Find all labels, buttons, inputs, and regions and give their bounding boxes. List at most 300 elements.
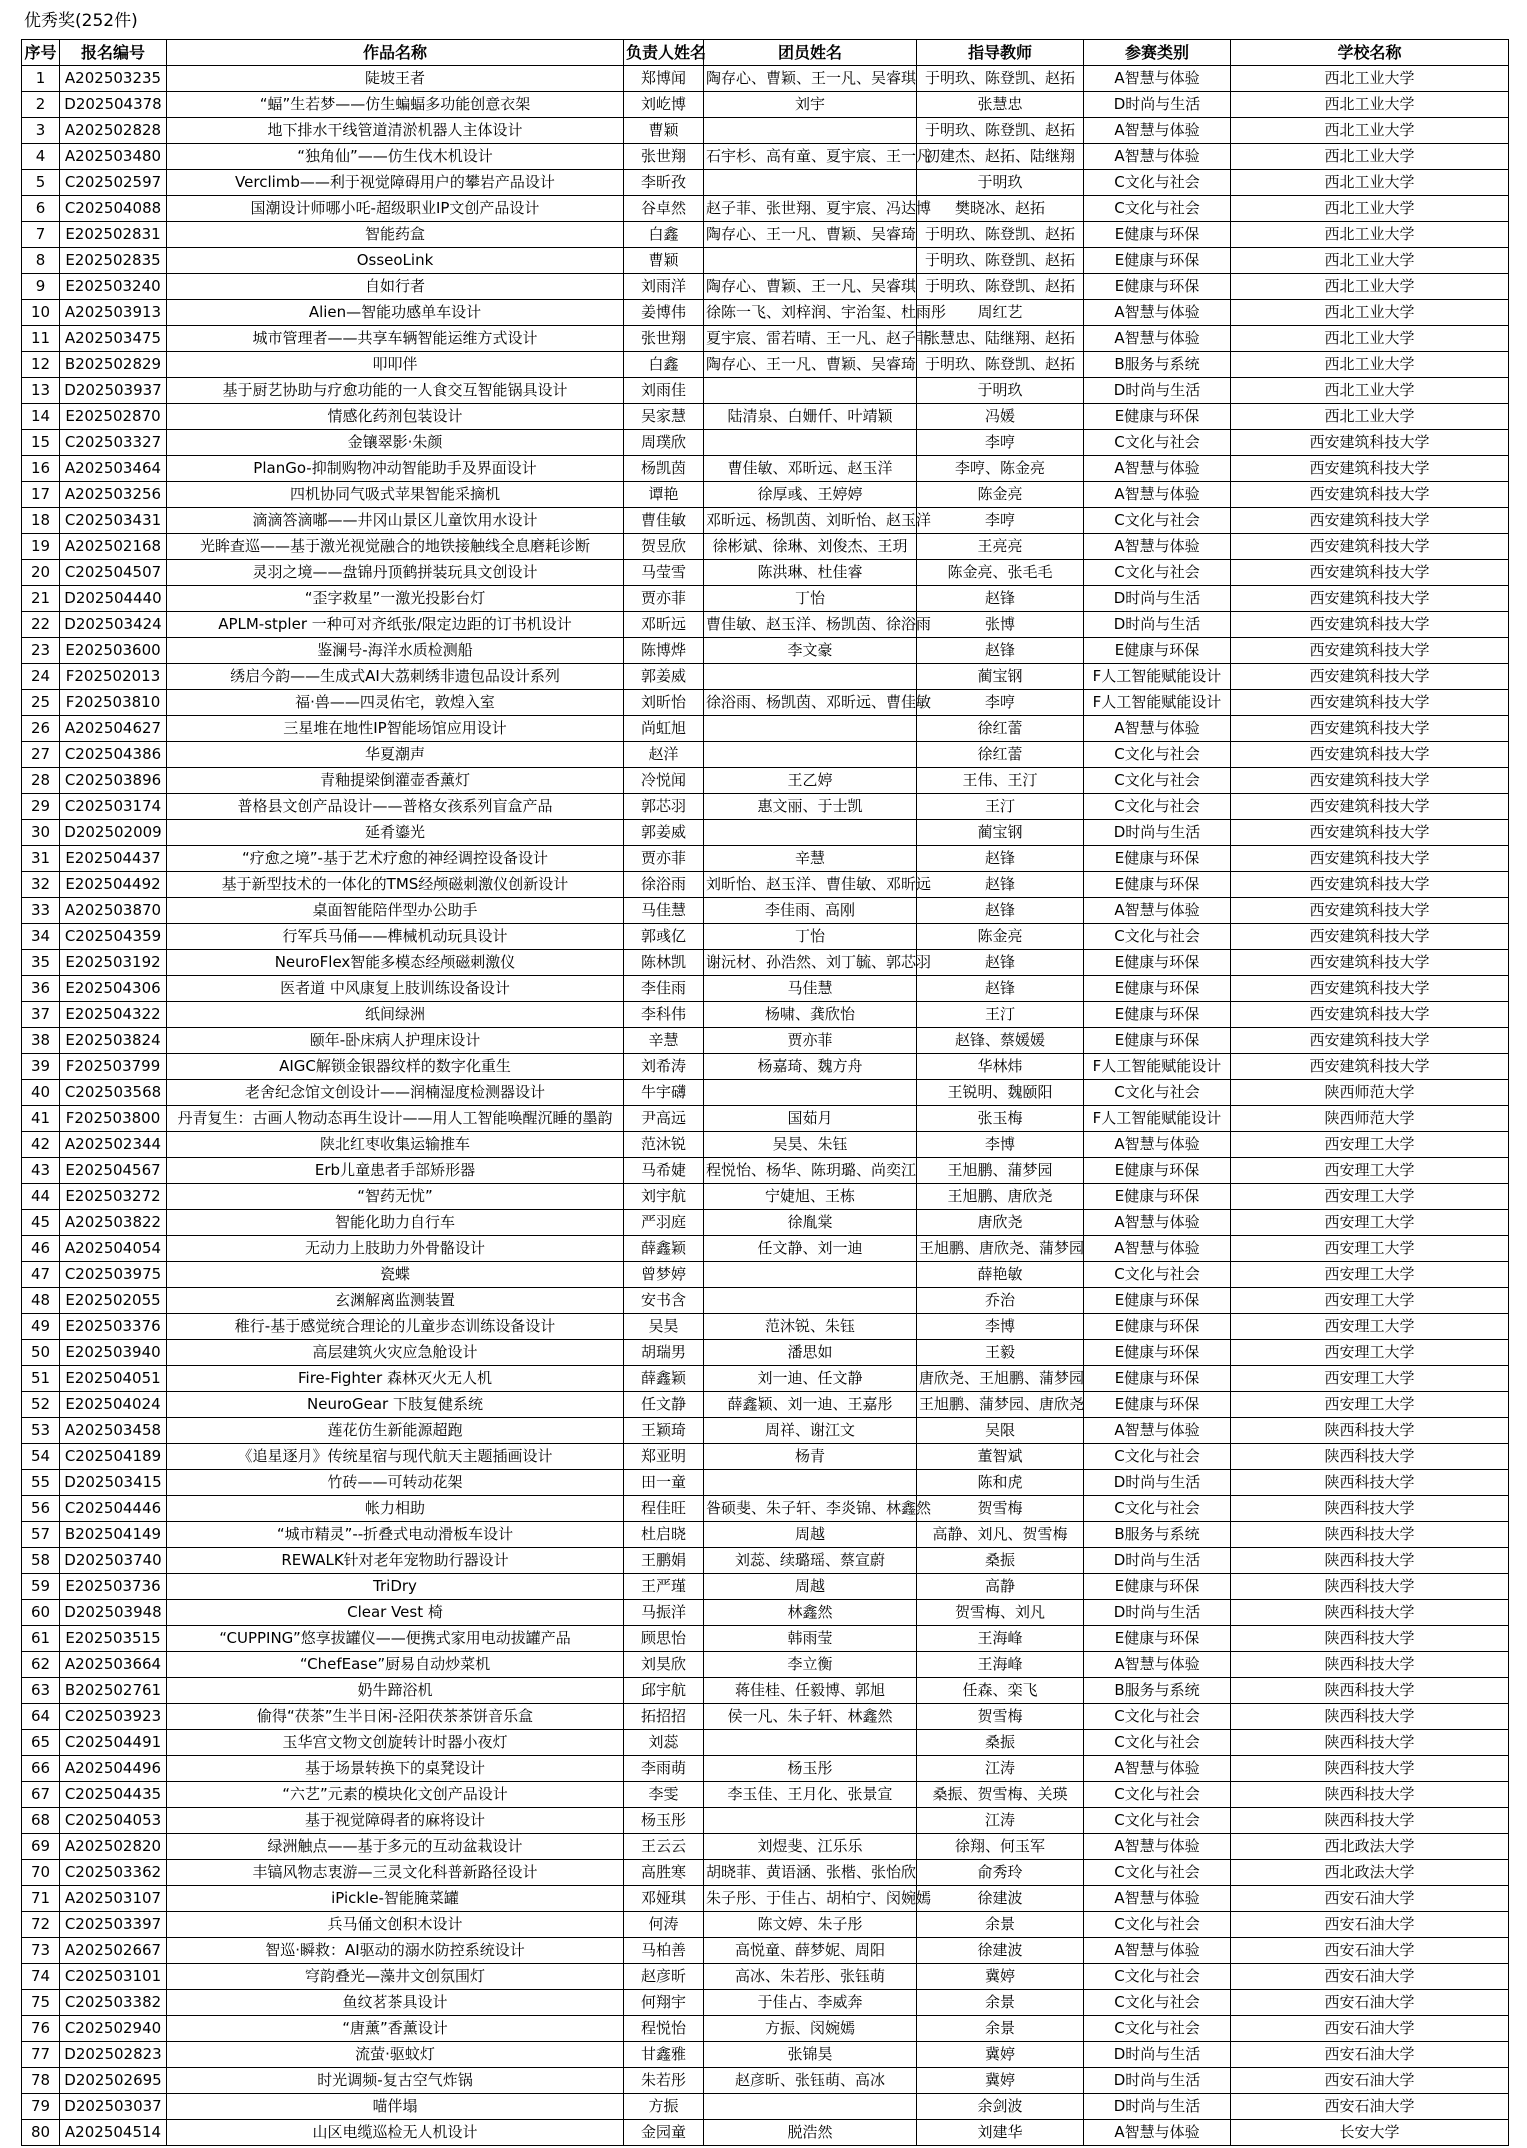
cell-members: 陶存心、王一凡、曹颖、吴睿琦 xyxy=(704,222,917,248)
cell-members: 周祥、谢江文 xyxy=(704,1418,917,1444)
cell-members: 宁婕旭、王栋 xyxy=(704,1184,917,1210)
cell-advisor: 江涛 xyxy=(917,1808,1084,1834)
cell-school: 陕西科技大学 xyxy=(1231,1444,1509,1470)
cell-members: 杨嘉琦、魏方舟 xyxy=(704,1054,917,1080)
cell-advisor: 余景 xyxy=(917,1990,1084,2016)
cell-members: 陶存心、曹颖、王一凡、吴睿琪 xyxy=(704,274,917,300)
cell-work-name: 无动力上肢助力外骨骼设计 xyxy=(167,1236,624,1262)
cell-work-name: “六艺”元素的模块化文创产品设计 xyxy=(167,1782,624,1808)
cell-category: B服务与系统 xyxy=(1084,1522,1231,1548)
cell-school: 西北工业大学 xyxy=(1231,378,1509,404)
table-row xyxy=(22,170,1509,196)
cell-advisor: 蔺宝钢 xyxy=(917,820,1084,846)
column-header-advisor: 指导教师 xyxy=(917,40,1084,66)
cell-leader: 田一童 xyxy=(624,1470,704,1496)
table-row xyxy=(22,1314,1509,1340)
cell-advisor: 于明玖、陈登凯、赵拓 xyxy=(917,248,1084,274)
cell-school: 西安建筑科技大学 xyxy=(1231,924,1509,950)
cell-leader: 郑亚明 xyxy=(624,1444,704,1470)
cell-school: 西安建筑科技大学 xyxy=(1231,1028,1509,1054)
cell-school: 西安建筑科技大学 xyxy=(1231,742,1509,768)
table-row xyxy=(22,1288,1509,1314)
cell-work-name: 山区电缆巡检无人机设计 xyxy=(167,2120,624,2146)
cell-advisor: 初建杰、赵拓、陆继翔 xyxy=(917,144,1084,170)
cell-reg-no: D202504440 xyxy=(60,586,167,612)
table-row xyxy=(22,742,1509,768)
cell-leader: 徐浴雨 xyxy=(624,872,704,898)
cell-work-name: 金镶翠影·朱颜 xyxy=(167,430,624,456)
table-row xyxy=(22,1652,1509,1678)
cell-leader: 冷悦闻 xyxy=(624,768,704,794)
cell-category: C文化与社会 xyxy=(1084,768,1231,794)
cell-category: A智慧与体验 xyxy=(1084,2120,1231,2146)
table-row xyxy=(22,1106,1509,1132)
table-row xyxy=(22,222,1509,248)
cell-work-name: 智能化助力自行车 xyxy=(167,1210,624,1236)
cell-reg-no: A202503664 xyxy=(60,1652,167,1678)
cell-advisor: 赵锋 xyxy=(917,638,1084,664)
cell-school: 陕西科技大学 xyxy=(1231,1782,1509,1808)
cell-advisor: 王旭鹏、蒲梦园、唐欣尧 xyxy=(917,1392,1084,1418)
cell-index: 71 xyxy=(22,1886,60,1912)
cell-category: E健康与环保 xyxy=(1084,846,1231,872)
cell-category: E健康与环保 xyxy=(1084,1392,1231,1418)
cell-members: 任文静、刘一迪 xyxy=(704,1236,917,1262)
cell-leader: 范沐锐 xyxy=(624,1132,704,1158)
cell-index: 77 xyxy=(22,2042,60,2068)
cell-category: C文化与社会 xyxy=(1084,508,1231,534)
cell-category: D时尚与生活 xyxy=(1084,2094,1231,2120)
award-table xyxy=(21,39,1509,2146)
cell-leader: 郑博闻 xyxy=(624,66,704,92)
cell-reg-no: D202502695 xyxy=(60,2068,167,2094)
cell-school: 西北工业大学 xyxy=(1231,404,1509,430)
cell-leader: 吴昊 xyxy=(624,1314,704,1340)
cell-school: 西安理工大学 xyxy=(1231,1262,1509,1288)
cell-work-name: 普格县文创产品设计——普格女孩系列盲盒产品 xyxy=(167,794,624,820)
table-row xyxy=(22,1028,1509,1054)
cell-reg-no: A202502344 xyxy=(60,1132,167,1158)
cell-school: 西北工业大学 xyxy=(1231,300,1509,326)
cell-members: 脱浩然 xyxy=(704,2120,917,2146)
cell-work-name: REWALK针对老年宠物助行器设计 xyxy=(167,1548,624,1574)
cell-members: 惠文丽、于士凯 xyxy=(704,794,917,820)
cell-category: C文化与社会 xyxy=(1084,1262,1231,1288)
cell-work-name: 绿洲触点——基于多元的互动盆栽设计 xyxy=(167,1834,624,1860)
table-row xyxy=(22,976,1509,1002)
cell-advisor: 华林炜 xyxy=(917,1054,1084,1080)
table-row xyxy=(22,768,1509,794)
cell-school: 西北工业大学 xyxy=(1231,248,1509,274)
cell-members: 薛鑫颖、刘一迪、王嘉彤 xyxy=(704,1392,917,1418)
cell-members: 杨青 xyxy=(704,1444,917,1470)
cell-members: 胡晓菲、黄语涵、张楷、张怡欣 xyxy=(704,1860,917,1886)
table-row xyxy=(22,144,1509,170)
cell-leader: 陈林凯 xyxy=(624,950,704,976)
cell-members: 李佳雨、高刚 xyxy=(704,898,917,924)
cell-advisor: 张慧忠、陆继翔、赵拓 xyxy=(917,326,1084,352)
cell-leader: 曹颖 xyxy=(624,248,704,274)
cell-reg-no: C202504491 xyxy=(60,1730,167,1756)
cell-category: A智慧与体验 xyxy=(1084,716,1231,742)
cell-advisor: 薛艳敏 xyxy=(917,1262,1084,1288)
cell-index: 26 xyxy=(22,716,60,742)
cell-leader: 陈博烨 xyxy=(624,638,704,664)
cell-leader: 程悦怡 xyxy=(624,2016,704,2042)
cell-advisor: 李博 xyxy=(917,1132,1084,1158)
table-row xyxy=(22,1834,1509,1860)
cell-work-name: 基于视觉障碍者的麻将设计 xyxy=(167,1808,624,1834)
cell-members xyxy=(704,1808,917,1834)
cell-index: 58 xyxy=(22,1548,60,1574)
cell-index: 34 xyxy=(22,924,60,950)
cell-category: A智慧与体验 xyxy=(1084,1132,1231,1158)
column-header-work-name: 作品名称 xyxy=(167,40,624,66)
cell-leader: 郭姜威 xyxy=(624,664,704,690)
cell-advisor: 李哼、陈金亮 xyxy=(917,456,1084,482)
cell-index: 44 xyxy=(22,1184,60,1210)
table-row xyxy=(22,1860,1509,1886)
cell-advisor: 俞秀玲 xyxy=(917,1860,1084,1886)
cell-members: 高冰、朱若彤、张钰萌 xyxy=(704,1964,917,1990)
cell-leader: 李科伟 xyxy=(624,1002,704,1028)
cell-school: 西安理工大学 xyxy=(1231,1132,1509,1158)
cell-members: 侯一凡、朱子轩、林鑫然 xyxy=(704,1704,917,1730)
cell-reg-no: F202503800 xyxy=(60,1106,167,1132)
cell-leader: 程佳旺 xyxy=(624,1496,704,1522)
cell-members: 曹佳敏、赵玉洋、杨凯茵、徐浴雨 xyxy=(704,612,917,638)
cell-leader: 杜启晓 xyxy=(624,1522,704,1548)
cell-category: D时尚与生活 xyxy=(1084,586,1231,612)
cell-members: 李玉佳、王月化、张景宣 xyxy=(704,1782,917,1808)
cell-advisor: 张博 xyxy=(917,612,1084,638)
cell-index: 72 xyxy=(22,1912,60,1938)
cell-category: A智慧与体验 xyxy=(1084,1756,1231,1782)
table-row xyxy=(22,1886,1509,1912)
table-row xyxy=(22,1912,1509,1938)
table-row xyxy=(22,1782,1509,1808)
cell-index: 80 xyxy=(22,2120,60,2146)
cell-leader: 马希婕 xyxy=(624,1158,704,1184)
cell-index: 62 xyxy=(22,1652,60,1678)
table-row xyxy=(22,456,1509,482)
table-row xyxy=(22,1704,1509,1730)
cell-advisor: 冀婷 xyxy=(917,2042,1084,2068)
cell-category: A智慧与体验 xyxy=(1084,1418,1231,1444)
cell-advisor: 张玉梅 xyxy=(917,1106,1084,1132)
cell-category: C文化与社会 xyxy=(1084,1808,1231,1834)
cell-leader: 吴家慧 xyxy=(624,404,704,430)
table-row xyxy=(22,2042,1509,2068)
cell-advisor: 王汀 xyxy=(917,794,1084,820)
cell-work-name: 瓷蝶 xyxy=(167,1262,624,1288)
cell-reg-no: C202504386 xyxy=(60,742,167,768)
cell-index: 38 xyxy=(22,1028,60,1054)
table-row xyxy=(22,534,1509,560)
cell-leader: 何翔宇 xyxy=(624,1990,704,2016)
cell-school: 陕西科技大学 xyxy=(1231,1418,1509,1444)
cell-category: C文化与社会 xyxy=(1084,430,1231,456)
cell-members: 李文豪 xyxy=(704,638,917,664)
cell-reg-no: C202504446 xyxy=(60,1496,167,1522)
cell-reg-no: A202502168 xyxy=(60,534,167,560)
cell-members xyxy=(704,118,917,144)
cell-reg-no: C202502597 xyxy=(60,170,167,196)
cell-school: 西安建筑科技大学 xyxy=(1231,768,1509,794)
cell-advisor: 余景 xyxy=(917,2016,1084,2042)
cell-school: 陕西科技大学 xyxy=(1231,1496,1509,1522)
cell-school: 西安石油大学 xyxy=(1231,1912,1509,1938)
cell-reg-no: B202502761 xyxy=(60,1678,167,1704)
cell-school: 西安石油大学 xyxy=(1231,1886,1509,1912)
table-row xyxy=(22,1470,1509,1496)
cell-work-name: 陡坡王者 xyxy=(167,66,624,92)
table-row xyxy=(22,1080,1509,1106)
table-row xyxy=(22,1262,1509,1288)
cell-members: 徐彬斌、徐琳、刘俊杰、王玥 xyxy=(704,534,917,560)
cell-reg-no: C202504435 xyxy=(60,1782,167,1808)
cell-category: D时尚与生活 xyxy=(1084,92,1231,118)
cell-work-name: 基于厨艺协助与疗愈功能的一人食交互智能锅具设计 xyxy=(167,378,624,404)
cell-category: A智慧与体验 xyxy=(1084,66,1231,92)
cell-category: E健康与环保 xyxy=(1084,1158,1231,1184)
cell-index: 50 xyxy=(22,1340,60,1366)
cell-leader: 周璞欣 xyxy=(624,430,704,456)
cell-school: 陕西科技大学 xyxy=(1231,1574,1509,1600)
cell-category: A智慧与体验 xyxy=(1084,1834,1231,1860)
cell-members: 陈文婷、朱子彤 xyxy=(704,1912,917,1938)
cell-leader: 曹颖 xyxy=(624,118,704,144)
cell-reg-no: C202503174 xyxy=(60,794,167,820)
cell-advisor: 于明玖、陈登凯、赵拓 xyxy=(917,66,1084,92)
cell-leader: 郭姜威 xyxy=(624,820,704,846)
table-row xyxy=(22,1002,1509,1028)
cell-leader: 郭彧亿 xyxy=(624,924,704,950)
cell-category: C文化与社会 xyxy=(1084,1912,1231,1938)
cell-reg-no: E202504567 xyxy=(60,1158,167,1184)
table-row xyxy=(22,378,1509,404)
cell-school: 西安建筑科技大学 xyxy=(1231,1054,1509,1080)
cell-members: 丁怡 xyxy=(704,586,917,612)
cell-school: 陕西师范大学 xyxy=(1231,1080,1509,1106)
cell-category: C文化与社会 xyxy=(1084,1730,1231,1756)
cell-reg-no: E202503376 xyxy=(60,1314,167,1340)
cell-reg-no: E202503240 xyxy=(60,274,167,300)
cell-index: 52 xyxy=(22,1392,60,1418)
cell-members: 王乙婷 xyxy=(704,768,917,794)
cell-work-name: PlanGo-抑制购物冲动智能助手及界面设计 xyxy=(167,456,624,482)
cell-leader: 张世翔 xyxy=(624,144,704,170)
cell-advisor: 桑振、贺雪梅、关瑛 xyxy=(917,1782,1084,1808)
cell-members xyxy=(704,1262,917,1288)
cell-reg-no: E202504051 xyxy=(60,1366,167,1392)
cell-advisor: 于明玖、陈登凯、赵拓 xyxy=(917,118,1084,144)
cell-advisor: 唐欣尧、王旭鹏、蒲梦园 xyxy=(917,1366,1084,1392)
cell-category: C文化与社会 xyxy=(1084,1860,1231,1886)
cell-work-name: 国潮设计师哪小吒-超级职业IP文创产品设计 xyxy=(167,196,624,222)
cell-index: 53 xyxy=(22,1418,60,1444)
cell-reg-no: D202503740 xyxy=(60,1548,167,1574)
cell-work-name: 陕北红枣收集运输推车 xyxy=(167,1132,624,1158)
cell-index: 33 xyxy=(22,898,60,924)
cell-leader: 安书含 xyxy=(624,1288,704,1314)
cell-index: 8 xyxy=(22,248,60,274)
cell-reg-no: A202503256 xyxy=(60,482,167,508)
cell-category: E健康与环保 xyxy=(1084,222,1231,248)
cell-category: E健康与环保 xyxy=(1084,976,1231,1002)
cell-index: 55 xyxy=(22,1470,60,1496)
cell-members: 昝硕斐、朱子轩、李炎锦、林鑫然 xyxy=(704,1496,917,1522)
cell-reg-no: F202503810 xyxy=(60,690,167,716)
cell-reg-no: A202503870 xyxy=(60,898,167,924)
cell-advisor: 王锐明、魏颐阳 xyxy=(917,1080,1084,1106)
cell-school: 西安建筑科技大学 xyxy=(1231,950,1509,976)
cell-category: C文化与社会 xyxy=(1084,742,1231,768)
cell-school: 西安建筑科技大学 xyxy=(1231,1002,1509,1028)
cell-reg-no: E202503736 xyxy=(60,1574,167,1600)
cell-category: E健康与环保 xyxy=(1084,404,1231,430)
cell-members xyxy=(704,170,917,196)
cell-index: 41 xyxy=(22,1106,60,1132)
cell-leader: 李佳雨 xyxy=(624,976,704,1002)
cell-advisor: 赵锋、蔡媛媛 xyxy=(917,1028,1084,1054)
cell-category: D时尚与生活 xyxy=(1084,1470,1231,1496)
cell-members: 李立衡 xyxy=(704,1652,917,1678)
cell-school: 西安建筑科技大学 xyxy=(1231,456,1509,482)
cell-advisor: 赵锋 xyxy=(917,872,1084,898)
cell-school: 陕西科技大学 xyxy=(1231,1756,1509,1782)
cell-work-name: “蝠”生若梦——仿生蝙蝠多功能创意衣架 xyxy=(167,92,624,118)
cell-advisor: 蔺宝钢 xyxy=(917,664,1084,690)
cell-work-name: 三星堆在地性IP智能场馆应用设计 xyxy=(167,716,624,742)
cell-members: 赵彦昕、张钰萌、高冰 xyxy=(704,2068,917,2094)
cell-reg-no: A202504496 xyxy=(60,1756,167,1782)
cell-reg-no: E202504492 xyxy=(60,872,167,898)
cell-advisor: 周红艺 xyxy=(917,300,1084,326)
cell-index: 51 xyxy=(22,1366,60,1392)
cell-reg-no: D202503415 xyxy=(60,1470,167,1496)
cell-category: B服务与系统 xyxy=(1084,352,1231,378)
cell-advisor: 徐红蕾 xyxy=(917,742,1084,768)
cell-advisor: 贺雪梅 xyxy=(917,1496,1084,1522)
cell-advisor: 乔治 xyxy=(917,1288,1084,1314)
cell-index: 60 xyxy=(22,1600,60,1626)
cell-reg-no: E202503600 xyxy=(60,638,167,664)
cell-category: C文化与社会 xyxy=(1084,794,1231,820)
cell-index: 23 xyxy=(22,638,60,664)
table-row xyxy=(22,1366,1509,1392)
cell-work-name: 稚行-基于感觉统合理论的儿童步态训练设备设计 xyxy=(167,1314,624,1340)
cell-leader: 胡瑞男 xyxy=(624,1340,704,1366)
table-row xyxy=(22,2094,1509,2120)
cell-school: 西安建筑科技大学 xyxy=(1231,664,1509,690)
cell-school: 西安理工大学 xyxy=(1231,1236,1509,1262)
cell-reg-no: E202504437 xyxy=(60,846,167,872)
cell-school: 西北政法大学 xyxy=(1231,1834,1509,1860)
cell-members: 程悦怡、杨华、陈玥璐、尚奕江 xyxy=(704,1158,917,1184)
cell-school: 西安理工大学 xyxy=(1231,1340,1509,1366)
cell-work-name: OsseoLink xyxy=(167,248,624,274)
cell-leader: 王云云 xyxy=(624,1834,704,1860)
cell-leader: 曾梦婷 xyxy=(624,1262,704,1288)
cell-members: 辛慧 xyxy=(704,846,917,872)
cell-index: 69 xyxy=(22,1834,60,1860)
cell-work-name: 地下排水干线管道清淤机器人主体设计 xyxy=(167,118,624,144)
cell-work-name: 叩叩伴 xyxy=(167,352,624,378)
cell-reg-no: A202503458 xyxy=(60,1418,167,1444)
cell-work-name: 高层建筑火灾应急舱设计 xyxy=(167,1340,624,1366)
cell-work-name: 智巡·瞬救：AI驱动的溺水防控系统设计 xyxy=(167,1938,624,1964)
cell-reg-no: C202504507 xyxy=(60,560,167,586)
cell-category: A智慧与体验 xyxy=(1084,456,1231,482)
cell-work-name: AIGC解锁金银器纹样的数字化重生 xyxy=(167,1054,624,1080)
cell-index: 15 xyxy=(22,430,60,456)
cell-members xyxy=(704,664,917,690)
cell-members: 刘宇 xyxy=(704,92,917,118)
cell-category: A智慧与体验 xyxy=(1084,534,1231,560)
cell-work-name: “CUPPING”悠享拔罐仪——便携式家用电动拔罐产品 xyxy=(167,1626,624,1652)
cell-index: 29 xyxy=(22,794,60,820)
cell-school: 西北工业大学 xyxy=(1231,170,1509,196)
cell-members: 赵子菲、张世翔、夏宇宸、冯达博 xyxy=(704,196,917,222)
cell-category: F人工智能赋能设计 xyxy=(1084,690,1231,716)
cell-reg-no: C202504053 xyxy=(60,1808,167,1834)
cell-members: 刘煜斐、江乐乐 xyxy=(704,1834,917,1860)
cell-category: D时尚与生活 xyxy=(1084,1600,1231,1626)
column-header-category: 参赛类别 xyxy=(1084,40,1231,66)
cell-advisor: 王毅 xyxy=(917,1340,1084,1366)
cell-index: 21 xyxy=(22,586,60,612)
cell-leader: 任文静 xyxy=(624,1392,704,1418)
cell-index: 35 xyxy=(22,950,60,976)
cell-members: 刘一迪、任文静 xyxy=(704,1366,917,1392)
cell-school: 西安理工大学 xyxy=(1231,1392,1509,1418)
cell-category: C文化与社会 xyxy=(1084,2016,1231,2042)
cell-school: 西安建筑科技大学 xyxy=(1231,716,1509,742)
cell-leader: 方振 xyxy=(624,2094,704,2120)
cell-category: C文化与社会 xyxy=(1084,1496,1231,1522)
cell-leader: 邓昕远 xyxy=(624,612,704,638)
cell-leader: 刘蕊 xyxy=(624,1730,704,1756)
cell-index: 17 xyxy=(22,482,60,508)
cell-leader: 何涛 xyxy=(624,1912,704,1938)
cell-work-name: 时光调频-复古空气炸锅 xyxy=(167,2068,624,2094)
table-row xyxy=(22,1600,1509,1626)
cell-reg-no: A202503913 xyxy=(60,300,167,326)
cell-index: 6 xyxy=(22,196,60,222)
cell-category: F人工智能赋能设计 xyxy=(1084,1054,1231,1080)
table-row xyxy=(22,1054,1509,1080)
cell-reg-no: E202504024 xyxy=(60,1392,167,1418)
cell-category: E健康与环保 xyxy=(1084,872,1231,898)
cell-index: 16 xyxy=(22,456,60,482)
cell-school: 西北工业大学 xyxy=(1231,352,1509,378)
cell-index: 22 xyxy=(22,612,60,638)
cell-work-name: “唐薰”香薰设计 xyxy=(167,2016,624,2042)
table-row xyxy=(22,2120,1509,2146)
cell-school: 西安建筑科技大学 xyxy=(1231,612,1509,638)
cell-advisor: 刘建华 xyxy=(917,2120,1084,2146)
cell-advisor: 徐翔、何玉军 xyxy=(917,1834,1084,1860)
cell-category: C文化与社会 xyxy=(1084,1964,1231,1990)
cell-advisor: 王汀 xyxy=(917,1002,1084,1028)
cell-leader: 白鑫 xyxy=(624,352,704,378)
cell-school: 西安建筑科技大学 xyxy=(1231,976,1509,1002)
cell-members: 夏宇宸、雷若晴、王一凡、赵子菲 xyxy=(704,326,917,352)
cell-work-name: NeuroFlex智能多模态经颅磁刺激仪 xyxy=(167,950,624,976)
cell-school: 西安建筑科技大学 xyxy=(1231,482,1509,508)
cell-work-name: 老舍纪念馆文创设计——润楠湿度检测器设计 xyxy=(167,1080,624,1106)
